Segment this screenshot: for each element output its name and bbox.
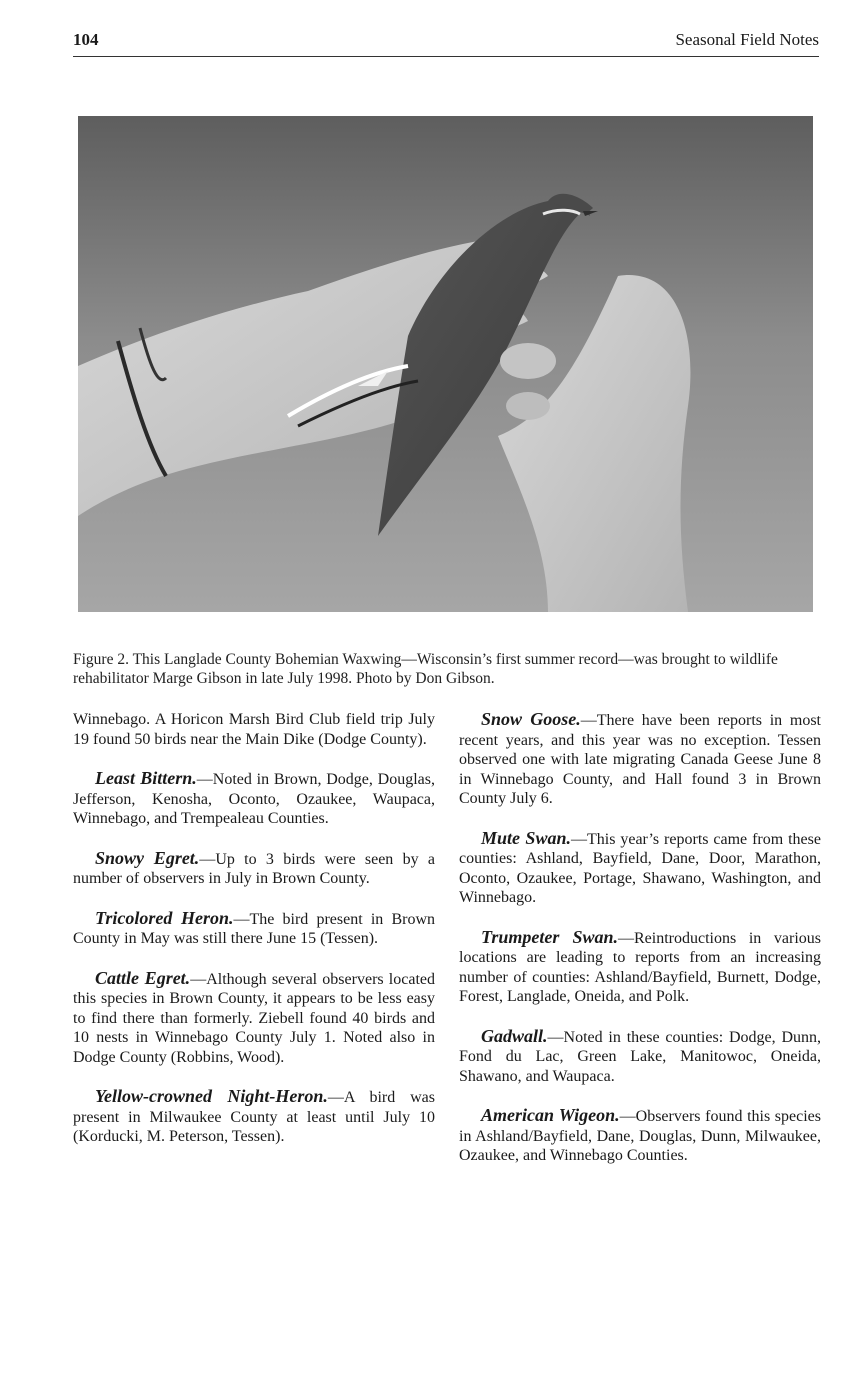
- species-text: —Noted in these counties: Dodge, Dunn, Fond du Lac, Green Lake, Manitowoc, Oneida, Shawano, and Waupaca.: [459, 1028, 821, 1085]
- species-text: —The bird present in Brown County in May was still there June 15 (Tessen).: [73, 910, 436, 947]
- species-text: —This year’s reports came from these counties: Ashland, Bayfield, Dane, Door, Marathon, Oconto, Ozaukee, Portage, Shawano, Washington, and Winnebago.: [459, 830, 821, 906]
- species-entry: [459, 829, 821, 908]
- species-text: —Observers found this species in Ashland/Bayfield, Dane, Douglas, Dunn, Milwaukee, Ozaukee, and Winnebago Counties.: [459, 1108, 822, 1164]
- species-name: American Wigeon.: [481, 1105, 620, 1125]
- species-text: —Noted in Brown, Dodge, Douglas, Jefferson, Kenosha, Oconto, Ozaukee, Waupaca, Winnebago, and Trempealeau Counties.: [73, 771, 435, 827]
- bird-in-hands-photo: [78, 116, 813, 612]
- species-name: Cattle Egret.: [95, 967, 191, 988]
- page-number: 104: [73, 30, 99, 49]
- species-entry: [73, 769, 435, 829]
- species-text: —Up to 3 birds were seen by a number of observers in July in Brown County.: [73, 850, 435, 887]
- species-entry: [73, 969, 435, 1068]
- species-entry: [73, 849, 435, 889]
- species-text: —A bird was present in Milwaukee County at least until July 10 (Korducki, M. Peterson, Tessen).: [73, 1089, 435, 1145]
- species-text: —There have been reports in most recent years, and this year was no exception. Tessen observed one with late migrating Canada Geese June 8 in Winnebago County, and Hall found 3 in Brown County July 6.: [459, 712, 821, 807]
- species-text: —Although several observers located this species in Brown County, it appears to be less easy to find there than formerly. Ziebell found 40 birds and 10 nests in Winnebago County July 1. Noted also in Dodge County (Robbins, Wood).: [73, 970, 435, 1066]
- left-column: [73, 710, 435, 1147]
- species-name: Yellow-crowned Night-Heron.: [95, 1086, 328, 1106]
- species-entry: [459, 1106, 821, 1166]
- species-name: Least Bittern.: [95, 768, 197, 788]
- species-name: Tricolored Heron.: [95, 907, 234, 928]
- species-entry: [459, 710, 821, 809]
- right-column: [459, 710, 821, 1166]
- continuation-paragraph: Winnebago. A Horicon Marsh Bird Club field trip July 19 found 50 birds near the Main Dike (Dodge County).: [73, 711, 435, 748]
- species-name: Snowy Egret.: [95, 847, 200, 868]
- species-entry: [459, 928, 821, 1007]
- species-name: Gadwall.: [481, 1025, 548, 1046]
- page-header: [73, 30, 819, 57]
- running-title: Seasonal Field Notes: [675, 30, 819, 49]
- figure-caption: Figure 2. This Langlade County Bohemian Waxwing—Wisconsin’s first summer record—was brought to wildlife rehabilitator Marge Gibson in late July 1998. Photo by Don Gibson.: [73, 651, 778, 687]
- species-text: —Reintroductions in various locations are leading to reports from an increasing number of counties: Ashland/Bayfield, Burnett, Dodge, Forest, Langlade, Oneida, and Polk.: [459, 929, 821, 1005]
- species-name: Snow Goose.: [481, 709, 581, 729]
- species-name: Mute Swan.: [481, 827, 571, 848]
- species-entry: [73, 909, 435, 949]
- species-entry: [73, 1087, 435, 1147]
- species-entry: [459, 1027, 821, 1087]
- species-name: Trumpeter Swan.: [481, 926, 618, 947]
